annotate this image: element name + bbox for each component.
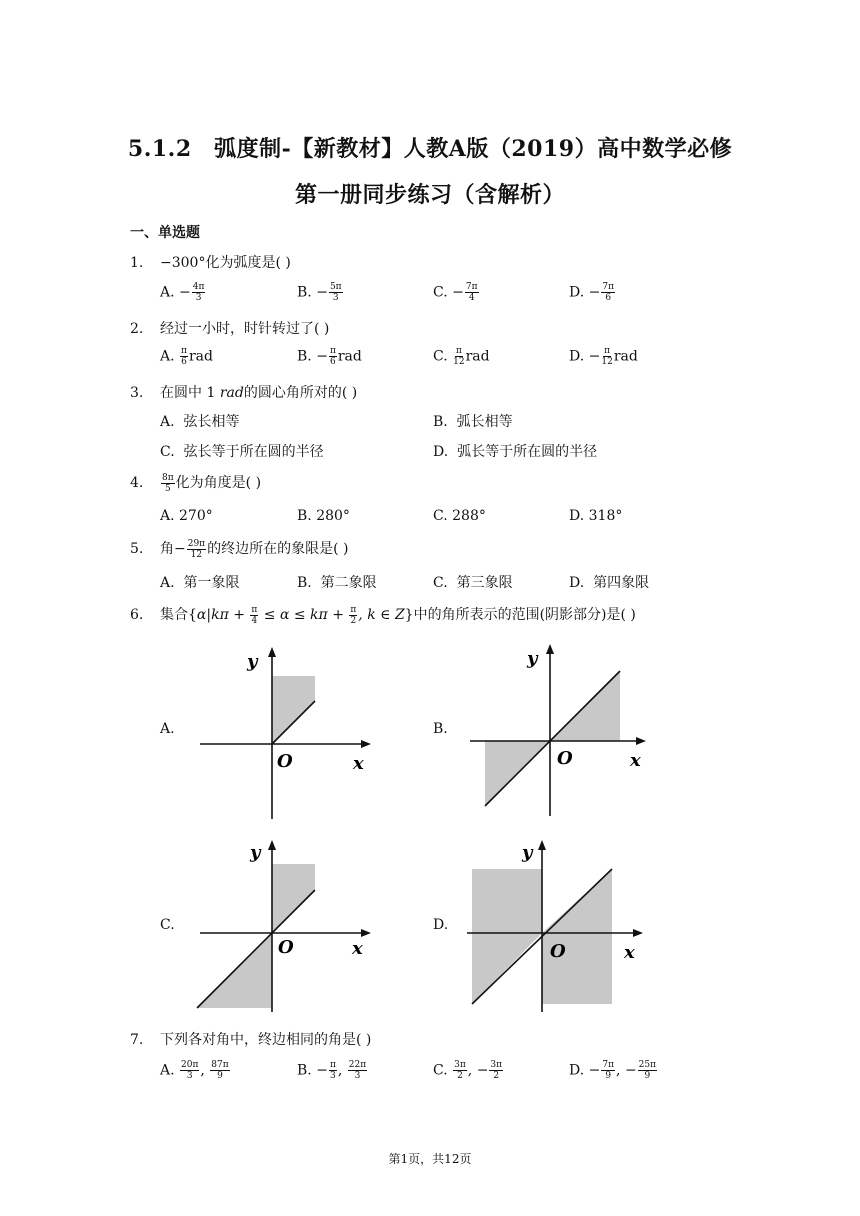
q2-option-d: D. − $\frac{\pi}{12}$ rad bbox=[569, 346, 638, 367]
question-7: 7. 下列各对角中，终边相同的角是( ) bbox=[130, 1032, 372, 1048]
x-axis-label: x bbox=[352, 938, 363, 959]
question-3: 3. 在圆中 1 rad的圆心角所对的( ) bbox=[130, 385, 358, 401]
q1-option-a: A. − $\frac{4\pi}{3}$ bbox=[160, 282, 205, 303]
y-axis-label: y bbox=[250, 842, 261, 863]
q4-option-c: C. 288° bbox=[433, 508, 486, 524]
q1-option-c: C. − $\frac{7\pi}{4}$ bbox=[433, 282, 478, 303]
q2-option-c: C. $\frac{\pi}{12}$ rad bbox=[433, 346, 490, 367]
q1-option-b: B. − $\frac{5\pi}{3}$ bbox=[297, 282, 342, 303]
q2-option-a: A. $\frac{\pi}{6}$ rad bbox=[160, 346, 213, 367]
q6-graph-c bbox=[195, 836, 380, 1016]
q3-option-c: C. 弦长等于所在圆的半径 bbox=[160, 444, 324, 460]
q7-option-b: B. − $\frac{\pi}{3}$ , $\frac{22\pi}{3}$ bbox=[297, 1060, 367, 1081]
y-axis-label: y bbox=[522, 842, 533, 863]
q6-option-c-label: C. bbox=[160, 917, 175, 933]
q7-option-a: A. $\frac{20\pi}{3}$ , $\frac{87\pi}{9}$ bbox=[160, 1060, 229, 1081]
x-axis-label: x bbox=[624, 942, 635, 963]
q1-option-d: D. − $\frac{7\pi}{6}$ bbox=[569, 282, 615, 303]
q6-option-b-label: B. bbox=[433, 721, 448, 737]
q3-option-b: B. 弧长相等 bbox=[433, 414, 513, 430]
q4-option-b: B. 280° bbox=[297, 508, 350, 524]
doc-title-line2: 第一册同步练习（含解析） bbox=[294, 182, 565, 208]
q4-option-a: A. 270° bbox=[160, 508, 213, 524]
q6-graph-d bbox=[462, 836, 652, 1016]
q6-option-d-label: D. bbox=[433, 917, 449, 933]
question-6: 6. 集合{α|kπ + $\frac{\pi}{4}$ ≤ α ≤ kπ + $\frac{\pi}{2}$ , k ∈ Z}中的角所表示的范围(阴影部分)是( ) bbox=[130, 604, 636, 626]
y-axis-label: y bbox=[247, 651, 258, 672]
page-footer: 第1页，共12页 bbox=[388, 1152, 472, 1166]
q2-option-b: B. − $\frac{\pi}{6}$ rad bbox=[297, 346, 362, 367]
q3-option-d: D. 弧长等于所在圆的半径 bbox=[433, 444, 598, 460]
question-2: 2. 经过一小时，时针转过了( ) bbox=[130, 321, 330, 337]
question-4: 4. $\frac{8\pi}{5}$ 化为角度是( ) bbox=[130, 472, 262, 494]
x-axis-label: x bbox=[353, 753, 364, 774]
x-axis-label: x bbox=[630, 750, 641, 771]
question-1: 1. −300°化为弧度是( ) bbox=[130, 255, 291, 271]
question-5: 5. 角− $\frac{29\pi}{12}$ 的终边所在的象限是( ) bbox=[130, 538, 349, 560]
q6-graph-b bbox=[465, 640, 655, 820]
q5-option-b: B. 第二象限 bbox=[297, 575, 377, 591]
y-axis-label: y bbox=[527, 648, 538, 669]
q3-option-a: A. 弦长相等 bbox=[160, 414, 240, 430]
q7-option-c: C. $\frac{3\pi}{2}$ , − $\frac{3\pi}{2}$ bbox=[433, 1060, 503, 1081]
q6-option-a-label: A. bbox=[160, 721, 175, 737]
doc-title-line1: 5.1.2 弧度制-【新教材】人教A版（2019）高中数学必修 bbox=[127, 136, 733, 162]
origin-label: O bbox=[278, 937, 294, 958]
q7-option-d: D. − $\frac{7\pi}{9}$ , − $\frac{25\pi}{9}$ bbox=[569, 1060, 657, 1081]
origin-label: O bbox=[550, 941, 566, 962]
q5-option-c: C. 第三象限 bbox=[433, 575, 513, 591]
q5-option-a: A. 第一象限 bbox=[160, 575, 240, 591]
section-heading: 一、单选题 bbox=[130, 225, 200, 241]
q4-option-d: D. 318° bbox=[569, 508, 623, 524]
origin-label: O bbox=[557, 748, 573, 769]
origin-label: O bbox=[277, 751, 293, 772]
q5-option-d: D. 第四象限 bbox=[569, 575, 650, 591]
q6-graph-a bbox=[195, 643, 380, 821]
